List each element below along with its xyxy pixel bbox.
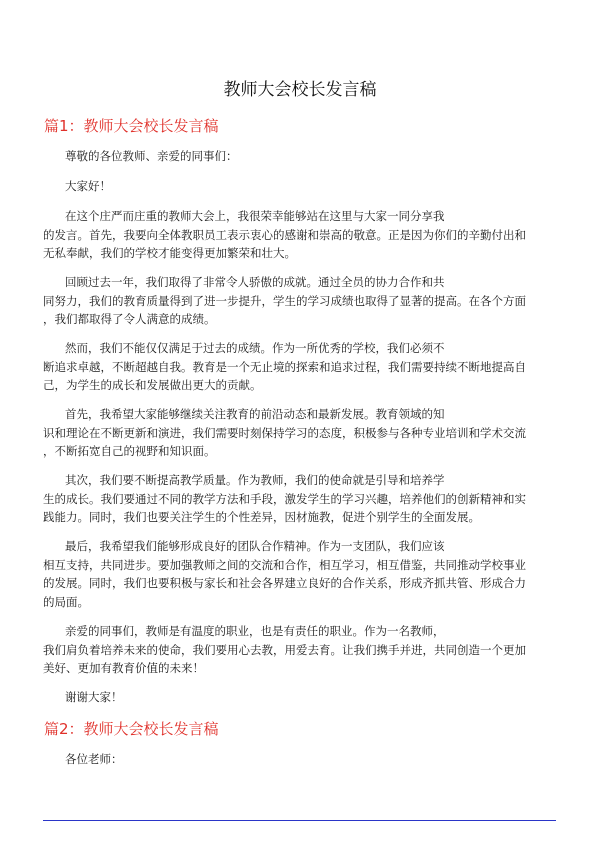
paragraph-line: 大家好！ bbox=[65, 179, 111, 193]
section-1-paragraph-2 bbox=[43, 273, 555, 329]
section-2-paragraph-salutation bbox=[43, 750, 555, 769]
paragraph-line: 尊敬的各位教师、亲爱的同事们： bbox=[65, 149, 238, 163]
paragraph-line: 我们肩负着培养未来的使命，我们要用心去教，用爱去育。让我们携手并进，共同创造一个更加 bbox=[43, 642, 526, 657]
section-1-paragraph-7 bbox=[43, 622, 555, 678]
paragraph-line: 践能力。同时，我们也要关注学生的个性差异，因材施教，促进个别学生的全面发展。 bbox=[43, 510, 480, 525]
paragraph-line: 无私奉献，我们的学校才能变得更加繁荣和壮大。 bbox=[43, 246, 296, 261]
document-title: 教师大会校长发言稿 bbox=[223, 80, 377, 100]
paragraph-line: 识和理论在不断更新和演进，我们需要时刻保持学习的态度，积极参与各种专业培训和学术交流 bbox=[43, 425, 526, 440]
paragraph-line: 相互支持，共同进步。要加强教师之间的交流和合作，相互学习，相互借鉴，共同推动学校事业 bbox=[43, 557, 526, 572]
section-1-paragraph-1 bbox=[43, 207, 555, 263]
paragraph-line: ，我们都取得了令人满意的成绩。 bbox=[43, 312, 216, 327]
section-1-paragraph-4 bbox=[43, 405, 555, 461]
paragraph-line: 的发展。同时，我们也要积极与家长和社会各界建立良好的合作关系，形成齐抓共管、形成合力 bbox=[43, 576, 526, 591]
paragraph-line: 在这个庄严而庄重的教师大会上，我很荣幸能够站在这里与大家一同分享我 bbox=[65, 209, 445, 223]
paragraph-line: 断追求卓越，不断超越自我。教育是一个无止境的探索和追求过程，我们需要持续不断地提高自 bbox=[43, 359, 526, 374]
section-1-paragraph-6 bbox=[43, 537, 555, 611]
paragraph-line: 最后，我希望我们能够形成良好的团队合作精神。作为一支团队，我们应该 bbox=[65, 539, 445, 553]
paragraph-line: 美好、更加有教育价值的未来！ bbox=[43, 661, 204, 676]
paragraph-line: 其次，我们要不断提高教学质量。作为教师，我们的使命就是引导和培养学 bbox=[65, 473, 445, 487]
paragraph-line: 回顾过去一年，我们取得了非常令人骄傲的成就。通过全员的协力合作和共 bbox=[65, 275, 445, 289]
paragraph-line: 首先，我希望大家能够继续关注教育的前沿动态和最新发展。教育领域的知 bbox=[65, 407, 445, 421]
page-bottom-divider bbox=[43, 820, 556, 821]
section-1-paragraph-5 bbox=[43, 471, 555, 527]
section-1-paragraph-greeting bbox=[43, 177, 555, 196]
paragraph-line: ，不断拓宽自己的视野和知识面。 bbox=[43, 444, 216, 459]
section-1-heading: 篇1：教师大会校长发言稿 bbox=[44, 117, 219, 135]
section-1-paragraph-3 bbox=[43, 339, 555, 395]
paragraph-line: 的发言。首先，我要向全体教职员工表示衷心的感谢和崇高的敬意。正是因为你们的辛勤付出和 bbox=[43, 227, 526, 242]
section-2-heading: 篇2：教师大会校长发言稿 bbox=[44, 720, 219, 738]
paragraph-line: 同努力，我们的教育质量得到了进一步提升，学生的学习成绩也取得了显著的提高。在各个方面 bbox=[43, 293, 526, 308]
section-1-paragraph-salutation bbox=[43, 147, 555, 166]
paragraph-line: 己，为学生的成长和发展做出更大的贡献。 bbox=[43, 378, 262, 393]
paragraph-line: 谢谢大家！ bbox=[65, 690, 123, 704]
section-1-paragraph-closing bbox=[43, 688, 555, 707]
paragraph-line: 生的成长。我们要通过不同的教学方法和手段，激发学生的学习兴趣，培养他们的创新精神和实 bbox=[43, 491, 526, 506]
paragraph-line: 的局面。 bbox=[43, 594, 89, 609]
paragraph-line: 然而，我们不能仅仅满足于过去的成绩。作为一所优秀的学校，我们必须不 bbox=[65, 341, 445, 355]
paragraph-line: 各位老师： bbox=[65, 752, 123, 766]
paragraph-line: 亲爱的同事们，教师是有温度的职业，也是有责任的职业。作为一名教师， bbox=[65, 624, 445, 638]
